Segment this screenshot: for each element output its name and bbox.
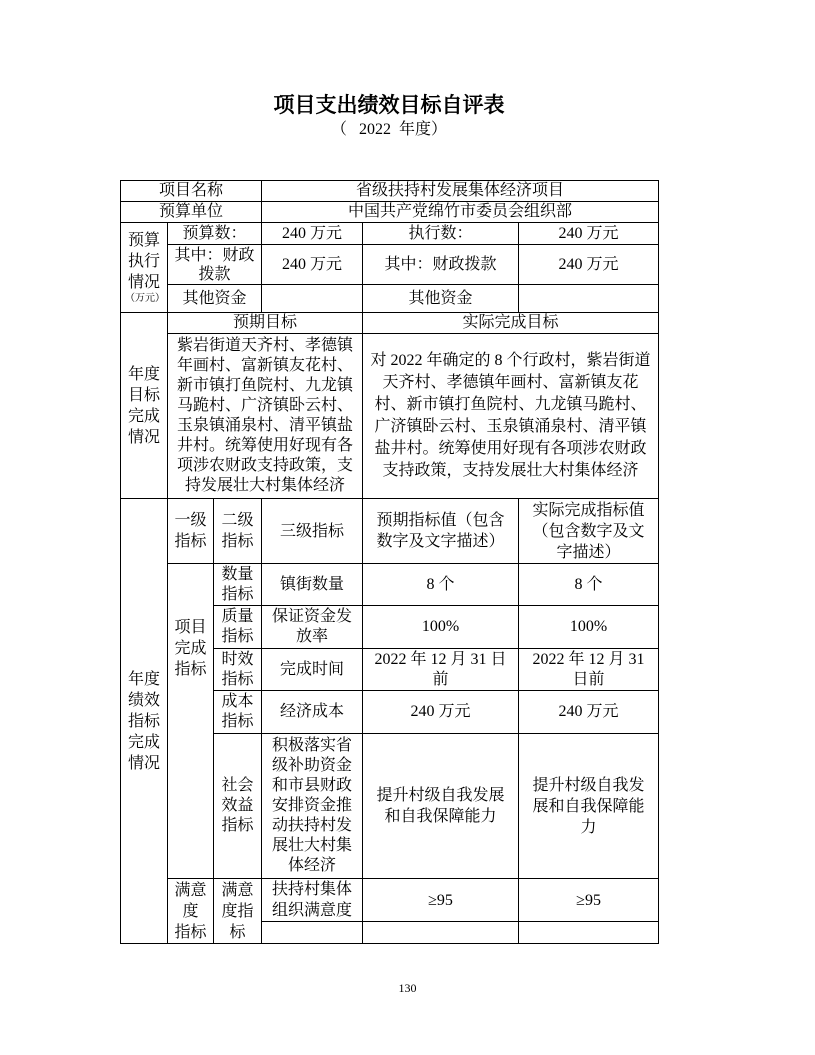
indicator-level3: 经济成本 xyxy=(262,691,363,734)
indicator-actual: 8 个 xyxy=(519,564,659,606)
budget-planned-other-label: 其他资金 xyxy=(168,285,262,313)
indicators-label: 年度绩效指标完成情况 xyxy=(121,499,168,944)
indicator-level3: 积极落实省级补助资金和市县财政安排资金推动扶持村发展壮大村集体经济 xyxy=(262,734,363,879)
blank-expected-cell xyxy=(363,922,519,944)
budget-planned-fiscal-value: 240 万元 xyxy=(262,245,363,285)
budget-planned-other-value xyxy=(262,285,363,313)
self-evaluation-table xyxy=(120,180,659,944)
budget-executed-label: 执行数： xyxy=(363,223,519,245)
indicator-actual: 100% xyxy=(519,606,659,649)
budget-execution-label-cell xyxy=(121,223,168,313)
indicator-actual: 提升村级自我发展和自我保障能力 xyxy=(519,734,659,879)
indicator-expected: 8 个 xyxy=(363,564,519,606)
actual-goals-text: 对 2022 年确定的 8 个行政村，紫岩街道天齐村、孝德镇年画村、富新镇友花村、新市镇打鱼院村、九龙镇马跪村、广济镇卧云村、玉泉镇涌泉村、清平镇盐井村。统筹使用好现有各项涉农财政支持政策，支持发展壮大村集体经济 xyxy=(363,334,659,499)
indicator-level3: 扶持村集体组织满意度 xyxy=(262,879,363,922)
budget-executed-other-value xyxy=(519,285,659,313)
annual-goals-label: 年度目标完成情况 xyxy=(121,313,168,499)
header-level1: 一级指标 xyxy=(168,499,214,564)
page-number: 130 xyxy=(398,981,417,995)
indicator-level2: 社会效益指标 xyxy=(214,734,262,879)
indicator-expected: 2022 年 12 月 31 日前 xyxy=(363,649,519,691)
indicator-level1-project: 项目完成指标 xyxy=(168,564,214,879)
indicator-actual: ≥95 xyxy=(519,879,659,922)
indicator-level2: 满意度指标 xyxy=(214,879,262,944)
indicator-level2: 时效指标 xyxy=(214,649,262,691)
budget-executed-other-label: 其他资金 xyxy=(363,285,519,313)
budget-other-row xyxy=(121,285,659,313)
indicator-level3: 保证资金发放率 xyxy=(262,606,363,649)
blank-level3-cell xyxy=(262,922,363,944)
budget-planned-label: 预算数： xyxy=(168,223,262,245)
indicator-actual: 240 万元 xyxy=(519,691,659,734)
budget-executed-fiscal-label: 其中：财政拨款 xyxy=(363,245,519,285)
budget-unit-row xyxy=(121,202,659,223)
header-actual: 实际完成指标值（包含数字及文字描述） xyxy=(519,499,659,564)
fiscal-year-line: （ 2022 年度） xyxy=(330,121,447,138)
indicator-level3: 镇街数量 xyxy=(262,564,363,606)
header-level2: 二级指标 xyxy=(214,499,262,564)
budget-fiscal-row xyxy=(121,245,659,285)
blank-actual-cell xyxy=(519,922,659,944)
budget-executed-fiscal-value: 240 万元 xyxy=(519,245,659,285)
project-name-value: 省级扶持村发展集体经济项目 xyxy=(262,181,659,202)
annual-goals-content-row xyxy=(121,334,659,499)
expected-goals-header: 预期目标 xyxy=(168,313,363,334)
indicators-header-row xyxy=(121,499,659,564)
indicator-expected: ≥95 xyxy=(363,879,519,922)
table-row xyxy=(121,879,659,922)
indicator-level2: 成本指标 xyxy=(214,691,262,734)
indicator-expected: 100% xyxy=(363,606,519,649)
budget-unit-note: （万元） xyxy=(125,293,165,304)
indicator-actual: 2022 年 12 月 31 日前 xyxy=(519,649,659,691)
indicator-level1-satisfaction: 满意度 指标 xyxy=(168,879,214,944)
budget-planned-fiscal-label: 其中：财政拨款 xyxy=(168,245,262,285)
project-name-row xyxy=(121,181,659,202)
budget-planned-row xyxy=(121,223,659,245)
actual-goals-header: 实际完成目标 xyxy=(363,313,659,334)
indicator-level2: 数量指标 xyxy=(214,564,262,606)
expected-goals-text: 紫岩街道天齐村、孝德镇年画村、富新镇友花村、新市镇打鱼院村、九龙镇马跪村、广济镇卧云村、玉泉镇涌泉村、清平镇盐井村。统筹使用好现有各项涉农财政支持政策，支持发展壮大村集体经济 xyxy=(168,334,363,499)
indicator-level3: 完成时间 xyxy=(262,649,363,691)
indicator-expected: 240 万元 xyxy=(363,691,519,734)
budget-unit-value: 中国共产党绵竹市委员会组织部 xyxy=(262,202,659,223)
document-title: 项目支出绩效目标自评表 xyxy=(273,93,505,117)
header-expected: 预期指标值（包含数字及文字描述） xyxy=(363,499,519,564)
budget-executed-value: 240 万元 xyxy=(519,223,659,245)
header-level3: 三级指标 xyxy=(262,499,363,564)
budget-planned-value: 240 万元 xyxy=(262,223,363,245)
project-name-label: 项目名称 xyxy=(121,181,262,202)
budget-unit-label: 预算单位 xyxy=(121,202,262,223)
budget-execution-label: 预算执行情况 xyxy=(127,232,160,291)
indicator-expected: 提升村级自我发展和自我保障能力 xyxy=(363,734,519,879)
indicator-level2: 质量指标 xyxy=(214,606,262,649)
table-row xyxy=(121,564,659,606)
annual-goals-header-row xyxy=(121,313,659,334)
